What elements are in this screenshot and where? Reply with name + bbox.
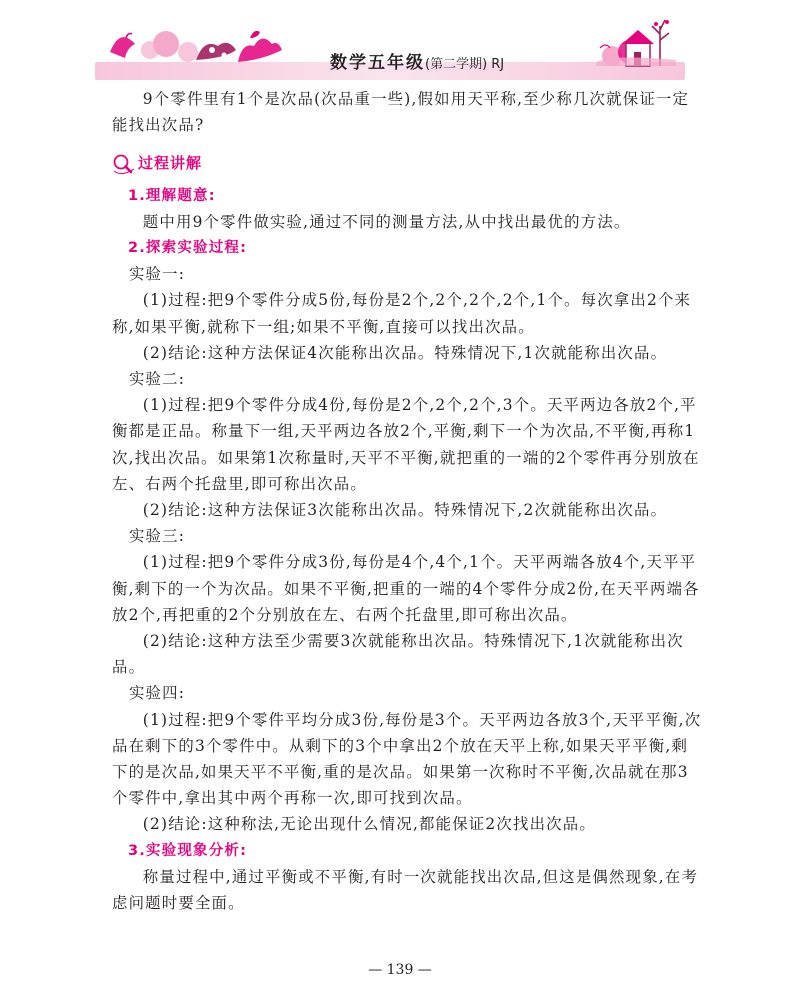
experiment-3-name: 实验三: <box>128 527 186 546</box>
experiment-1-conclusion: (2)结论:这种方法保证4次能称出次品。特殊情况下,1次就能称出次品。 <box>142 343 668 362</box>
experiment-3-process: (1)过程:把9个零件分成3份,每份是4个,4个,1个。天平两端各放4个,天平平衡,剩下的一个为次品。如果不平衡,把重的一端的4个零件分成2份,在天平两端各放2个,再把重的2个分别放在左、右两个托盘里,即可称出次品。 <box>112 553 700 624</box>
experiment-4-process: (1)过程:把9个零件平均分成3份,每份是3个。天平两边各放3个,天平平衡,次品在剩下的3个零件中。从剩下的3个中拿出2个放在天平上称,如果天平平衡,剩下的是次品,如果天平不平衡,重的是次品。如果第一次称时不平衡,次品就在那3个零件中,拿出其中两个再称一次,即可找到次品。 <box>112 710 702 808</box>
step3-title: 3.实验现象分析: <box>127 842 248 859</box>
step3-text: 称量过程中,通过平衡或不平衡,有时一次就能找出次品,但这是偶然现象,在考虑问题时要全面。 <box>112 867 699 913</box>
book-title: 数学五年级 <box>330 53 425 73</box>
experiment-2-conclusion: (2)结论:这种方法保证3次能称出次品。特殊情况下,2次就能称出次品。 <box>142 501 668 520</box>
problem-statement: 9个零件里有1个是次品(次品重一些),假如用天平称,至少称几次就保证一定能找出次品? <box>112 90 690 135</box>
experiment-4-conclusion: (2)结论:这种称法,无论出现什么情况,都能保证2次找出次品。 <box>142 815 596 834</box>
step2-title: 2.探索实验过程: <box>127 240 248 257</box>
page-header <box>0 0 800 90</box>
magnifier-icon <box>112 153 134 175</box>
book-subtitle: (第二学期) RJ <box>425 57 505 72</box>
page-content <box>112 86 702 916</box>
step1-text: 题中用9个零件做实验,通过不同的测量方法,从中找出最优的方法。 <box>142 212 631 231</box>
header-decoration-right <box>0 0 800 90</box>
section-title: 过程讲解 <box>138 154 203 173</box>
step1-title: 1.理解题意: <box>127 187 216 204</box>
experiment-3-conclusion: (2)结论:这种方法至少需要3次就能称出次品。特殊情况下,1次就能称出次品。 <box>112 632 684 677</box>
experiment-4-name: 实验四: <box>128 684 186 703</box>
experiment-2-name: 实验二: <box>128 370 186 389</box>
header-title <box>330 48 504 73</box>
page-number: — 139 — <box>368 962 432 978</box>
section-heading <box>112 150 702 176</box>
experiment-1-name: 实验一: <box>128 265 186 284</box>
experiment-1-process: (1)过程:把9个零件分成5份,每份是2个,2个,2个,2个,1个。每次拿出2个来称,如果平衡,就称下一组;如果不平衡,直接可以找出次品。 <box>112 291 692 336</box>
experiment-2-process: (1)过程:把9个零件分成4份,每份是2个,2个,2个,3个。天平两边各放2个,平衡都是正品。称量下一组,天平两边各放2个,平衡,剩下一个为次品,不平衡,再称1次,找出次品。如果第1次称量时,天平不平衡,就把重的一端的2个零件再分别放在左、右两个托盘里,即可称出次品。 <box>112 396 700 493</box>
